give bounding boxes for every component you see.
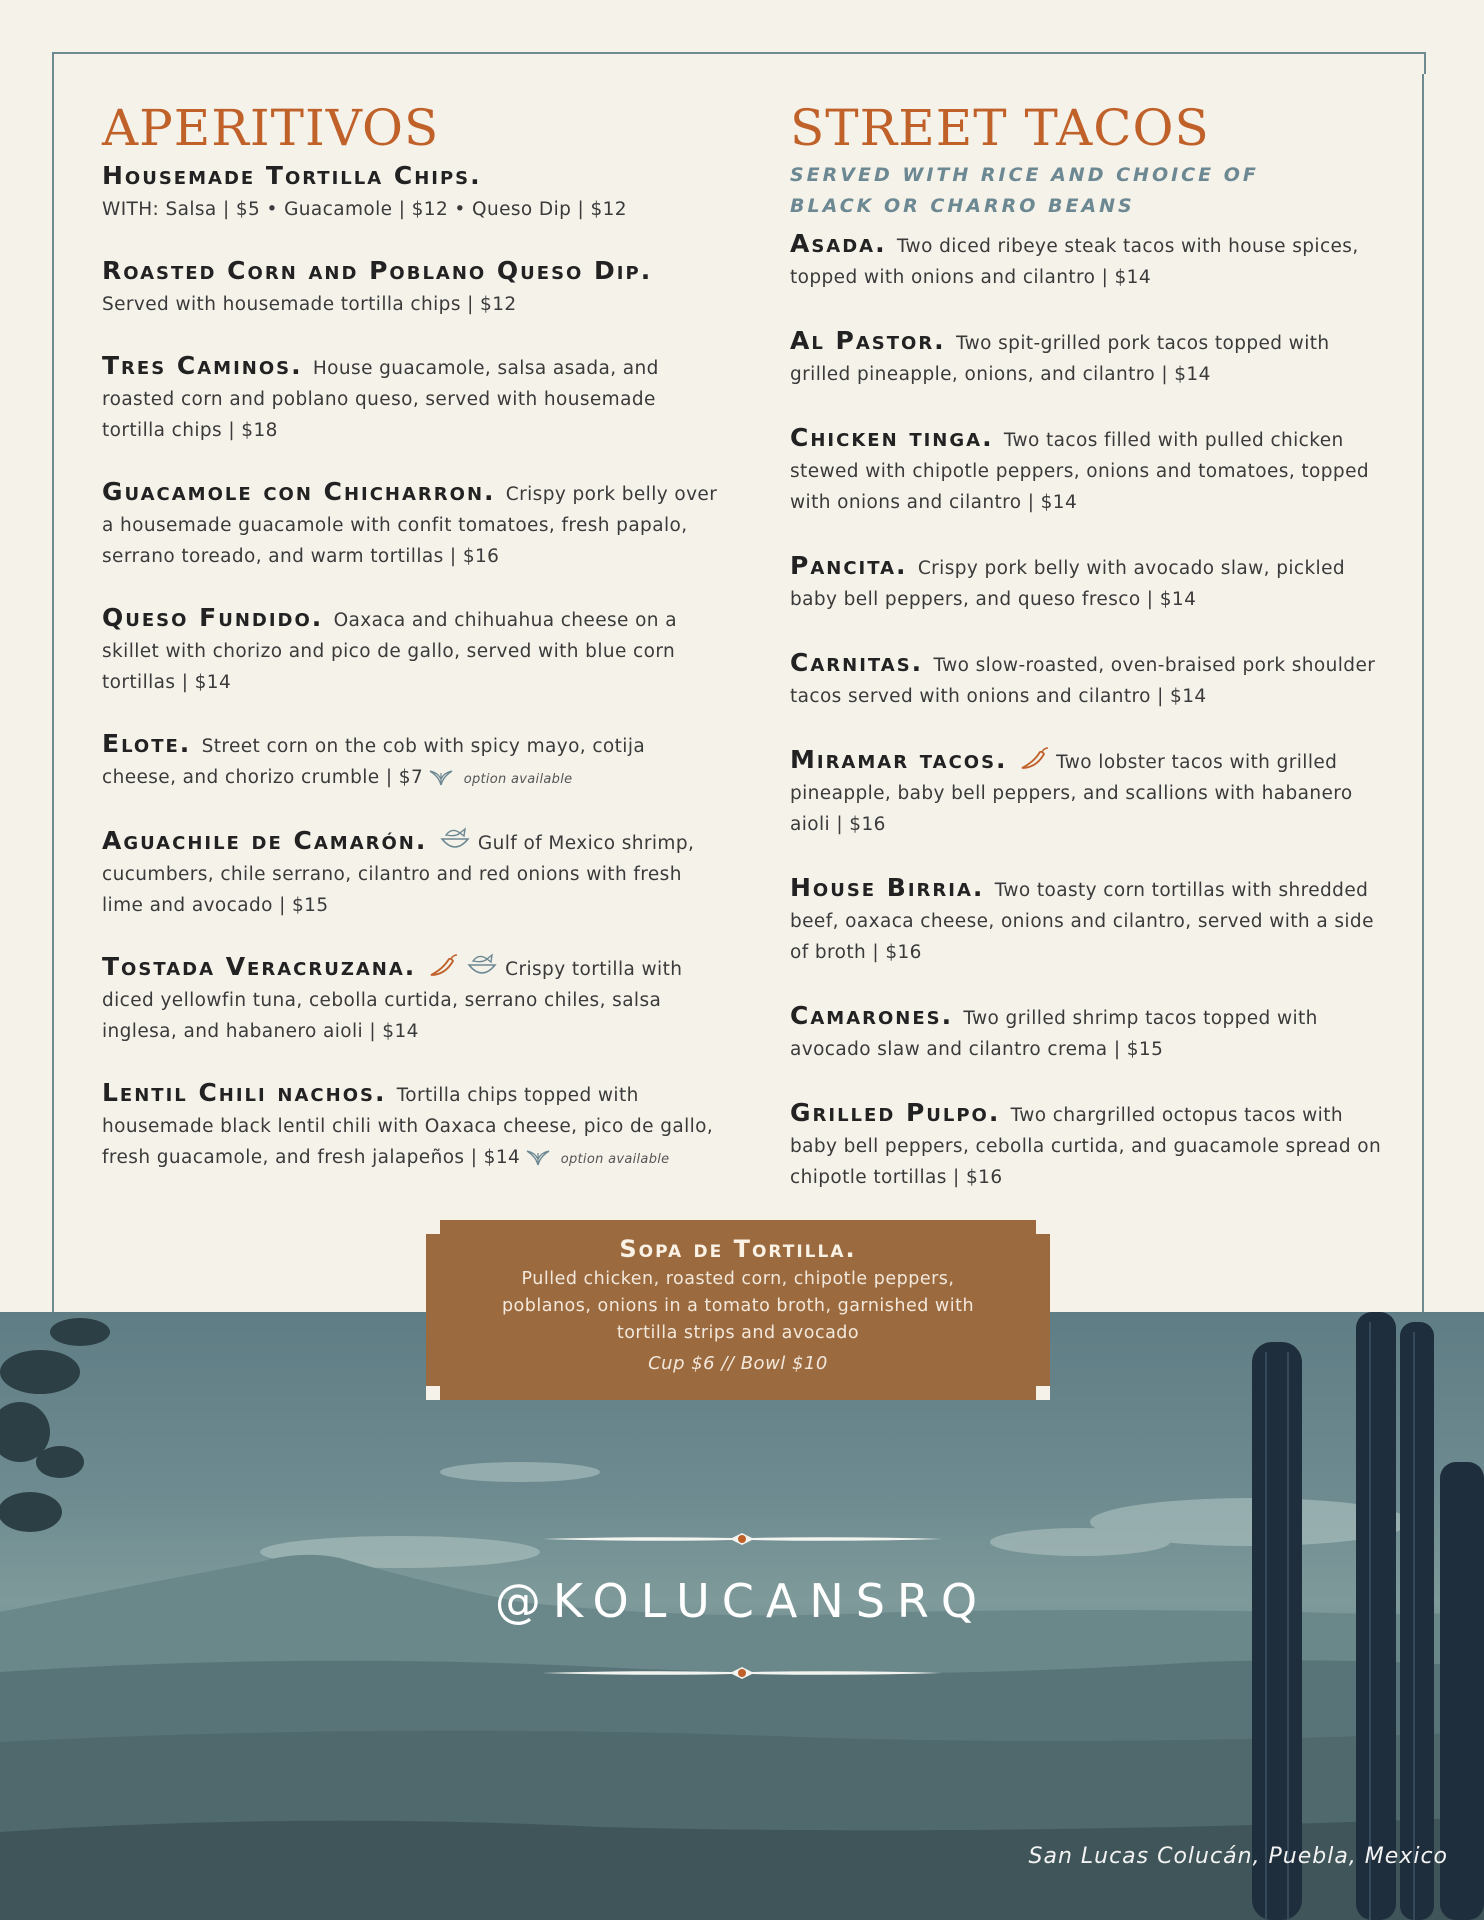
menu-item — [102, 350, 722, 446]
item-name: Housemade Tortilla Chips. — [102, 161, 482, 190]
item-name: Pancita. — [790, 551, 908, 580]
menu-item — [102, 160, 722, 225]
item-name: House Birria. — [790, 873, 985, 902]
menu-item — [102, 255, 722, 320]
decorative-divider — [542, 1532, 942, 1546]
menu-item — [102, 1077, 722, 1175]
item-description: Two tacos filled with pulled chicken stewed with chipotle peppers, onions and tomatoes, topped with onions and cilantro | $14 — [790, 430, 1369, 513]
item-description: Crispy pork belly over a housemade guacamole with confit tomatoes, fresh papalo, serrano toreado, and warm tortillas | $16 — [102, 484, 718, 567]
menu-item — [790, 1097, 1390, 1193]
item-name: Tostada Veracruzana. — [102, 952, 417, 981]
frame-corner-top-right — [1404, 52, 1426, 74]
item-description: Two toasty corn tortillas with shredded beef, oaxaca cheese, onions and cilantro, served with a side of broth | $16 — [790, 880, 1374, 963]
item-description: Tortilla chips topped with housemade black lentil chili with Oaxaca cheese, pico de gallo, fresh guacamole, and fresh jalapeños | $14 — [102, 1085, 714, 1168]
item-description: Two slow-roasted, oven-braised pork shoulder tacos served with onions and cilantro | $14 — [790, 655, 1376, 707]
photo-location-caption: San Lucas Colucán, Puebla, Mexico — [1028, 1844, 1448, 1869]
leaf-icon — [429, 767, 453, 787]
item-description: Two chargrilled octopus tacos with baby bell peppers, cebolla curtida, and guacamole spread on chipotle tortillas | $16 — [790, 1105, 1382, 1188]
item-description: Crispy pork belly with avocado slaw, pickled baby bell peppers, and queso fresco | $14 — [790, 558, 1346, 610]
item-name: Elote. — [102, 729, 192, 758]
item-description: Two lobster tacos with grilled pineapple, baby bell peppers, and scallions with habanero aioli | $16 — [790, 752, 1353, 835]
menu-item — [790, 744, 1390, 840]
menu-item — [790, 550, 1390, 615]
soup-box-notch — [426, 1386, 440, 1400]
item-name: Roasted Corn and Poblano Queso Dip. — [102, 256, 653, 285]
street-tacos-section — [790, 100, 1390, 1225]
menu-item — [790, 872, 1390, 968]
vegetarian-option-note: option available — [560, 1152, 670, 1167]
aperitivos-section — [102, 100, 722, 1205]
fish-bowl-icon — [438, 825, 472, 853]
item-description: Two diced ribeye steak tacos with house spices, topped with onions and cilantro | $14 — [790, 236, 1359, 288]
soup-feature-box — [426, 1220, 1050, 1400]
aperitivos-heading: APERITIVOS — [102, 99, 440, 157]
menu-item — [790, 647, 1390, 712]
menu-item — [790, 228, 1390, 293]
item-description: Two spit-grilled pork tacos topped with grilled pineapple, onions, and cilantro | $14 — [790, 333, 1330, 385]
item-description: WITH: Salsa | $5 • Guacamole | $12 • Queso Dip | $12 — [102, 199, 627, 220]
item-name: Carnitas. — [790, 648, 924, 677]
item-description: Served with housemade tortilla chips | $12 — [102, 294, 517, 315]
street-tacos-heading: STREET TACOS — [790, 99, 1210, 157]
item-name: Tres Caminos. — [102, 351, 303, 380]
vegetarian-option-note: option available — [463, 772, 573, 787]
social-handle: @KOLUCANSRQ — [494, 1574, 990, 1628]
soup-box-notch — [1036, 1386, 1050, 1400]
item-description: Two grilled shrimp tacos topped with avocado slaw and cilantro crema | $15 — [790, 1008, 1318, 1060]
item-name: Queso Fundido. — [102, 603, 324, 632]
item-name: Asada. — [790, 229, 887, 258]
item-description: Gulf of Mexico shrimp, cucumbers, chile serrano, cilantro and red onions with fresh lime and avocado | $15 — [102, 833, 695, 916]
chili-pepper-icon — [1018, 746, 1050, 772]
item-description: Oaxaca and chihuahua cheese on a skillet with chorizo and pico de gallo, served with blue corn tortillas | $14 — [102, 610, 677, 693]
item-name: Al Pastor. — [790, 326, 946, 355]
menu-item — [790, 1000, 1390, 1065]
soup-description: Pulled chicken, roasted corn, chipotle peppers, poblanos, onions in a tomato broth, garnished with tortilla strips and avocado — [501, 1269, 975, 1343]
street-tacos-subheading: SERVED WITH RICE AND CHOICE OF BLACK OR CHARRO BEANS — [790, 164, 1259, 217]
chili-pepper-icon — [427, 953, 459, 979]
frame-corner-top-left — [52, 52, 74, 74]
menu-item — [102, 728, 722, 795]
item-description: Street corn on the cob with spicy mayo, cotija cheese, and chorizo crumble | $7 — [102, 736, 646, 788]
menu-item — [102, 602, 722, 698]
soup-box-notch — [426, 1220, 440, 1234]
item-name: Miramar tacos. — [790, 745, 1008, 774]
menu-item — [102, 825, 722, 921]
item-description: House guacamole, salsa asada, and roasted corn and poblano queso, served with housemade tortilla chips | $18 — [102, 358, 659, 441]
soup-box-notch — [1036, 1220, 1050, 1234]
decorative-divider — [542, 1666, 942, 1680]
leaf-icon — [526, 1147, 550, 1167]
item-name: Aguachile de Camarón. — [102, 826, 428, 855]
item-name: Guacamole con Chicharron. — [102, 477, 496, 506]
menu-item — [790, 325, 1390, 390]
item-description: Crispy tortilla with diced yellowfin tuna, cebolla curtida, serrano chiles, salsa inglesa, and habanero aioli | $14 — [102, 959, 683, 1042]
item-name: Camarones. — [790, 1001, 954, 1030]
soup-name: Sopa de Tortilla. — [619, 1235, 857, 1263]
fish-bowl-icon — [465, 951, 499, 979]
item-name: Chicken tinga. — [790, 423, 994, 452]
item-name: Lentil Chili nachos. — [102, 1078, 387, 1107]
menu-item — [102, 476, 722, 572]
menu-item — [102, 951, 722, 1047]
soup-price: Cup $6 // Bowl $10 — [648, 1353, 828, 1374]
item-name: Grilled Pulpo. — [790, 1098, 1001, 1127]
menu-item — [790, 422, 1390, 518]
